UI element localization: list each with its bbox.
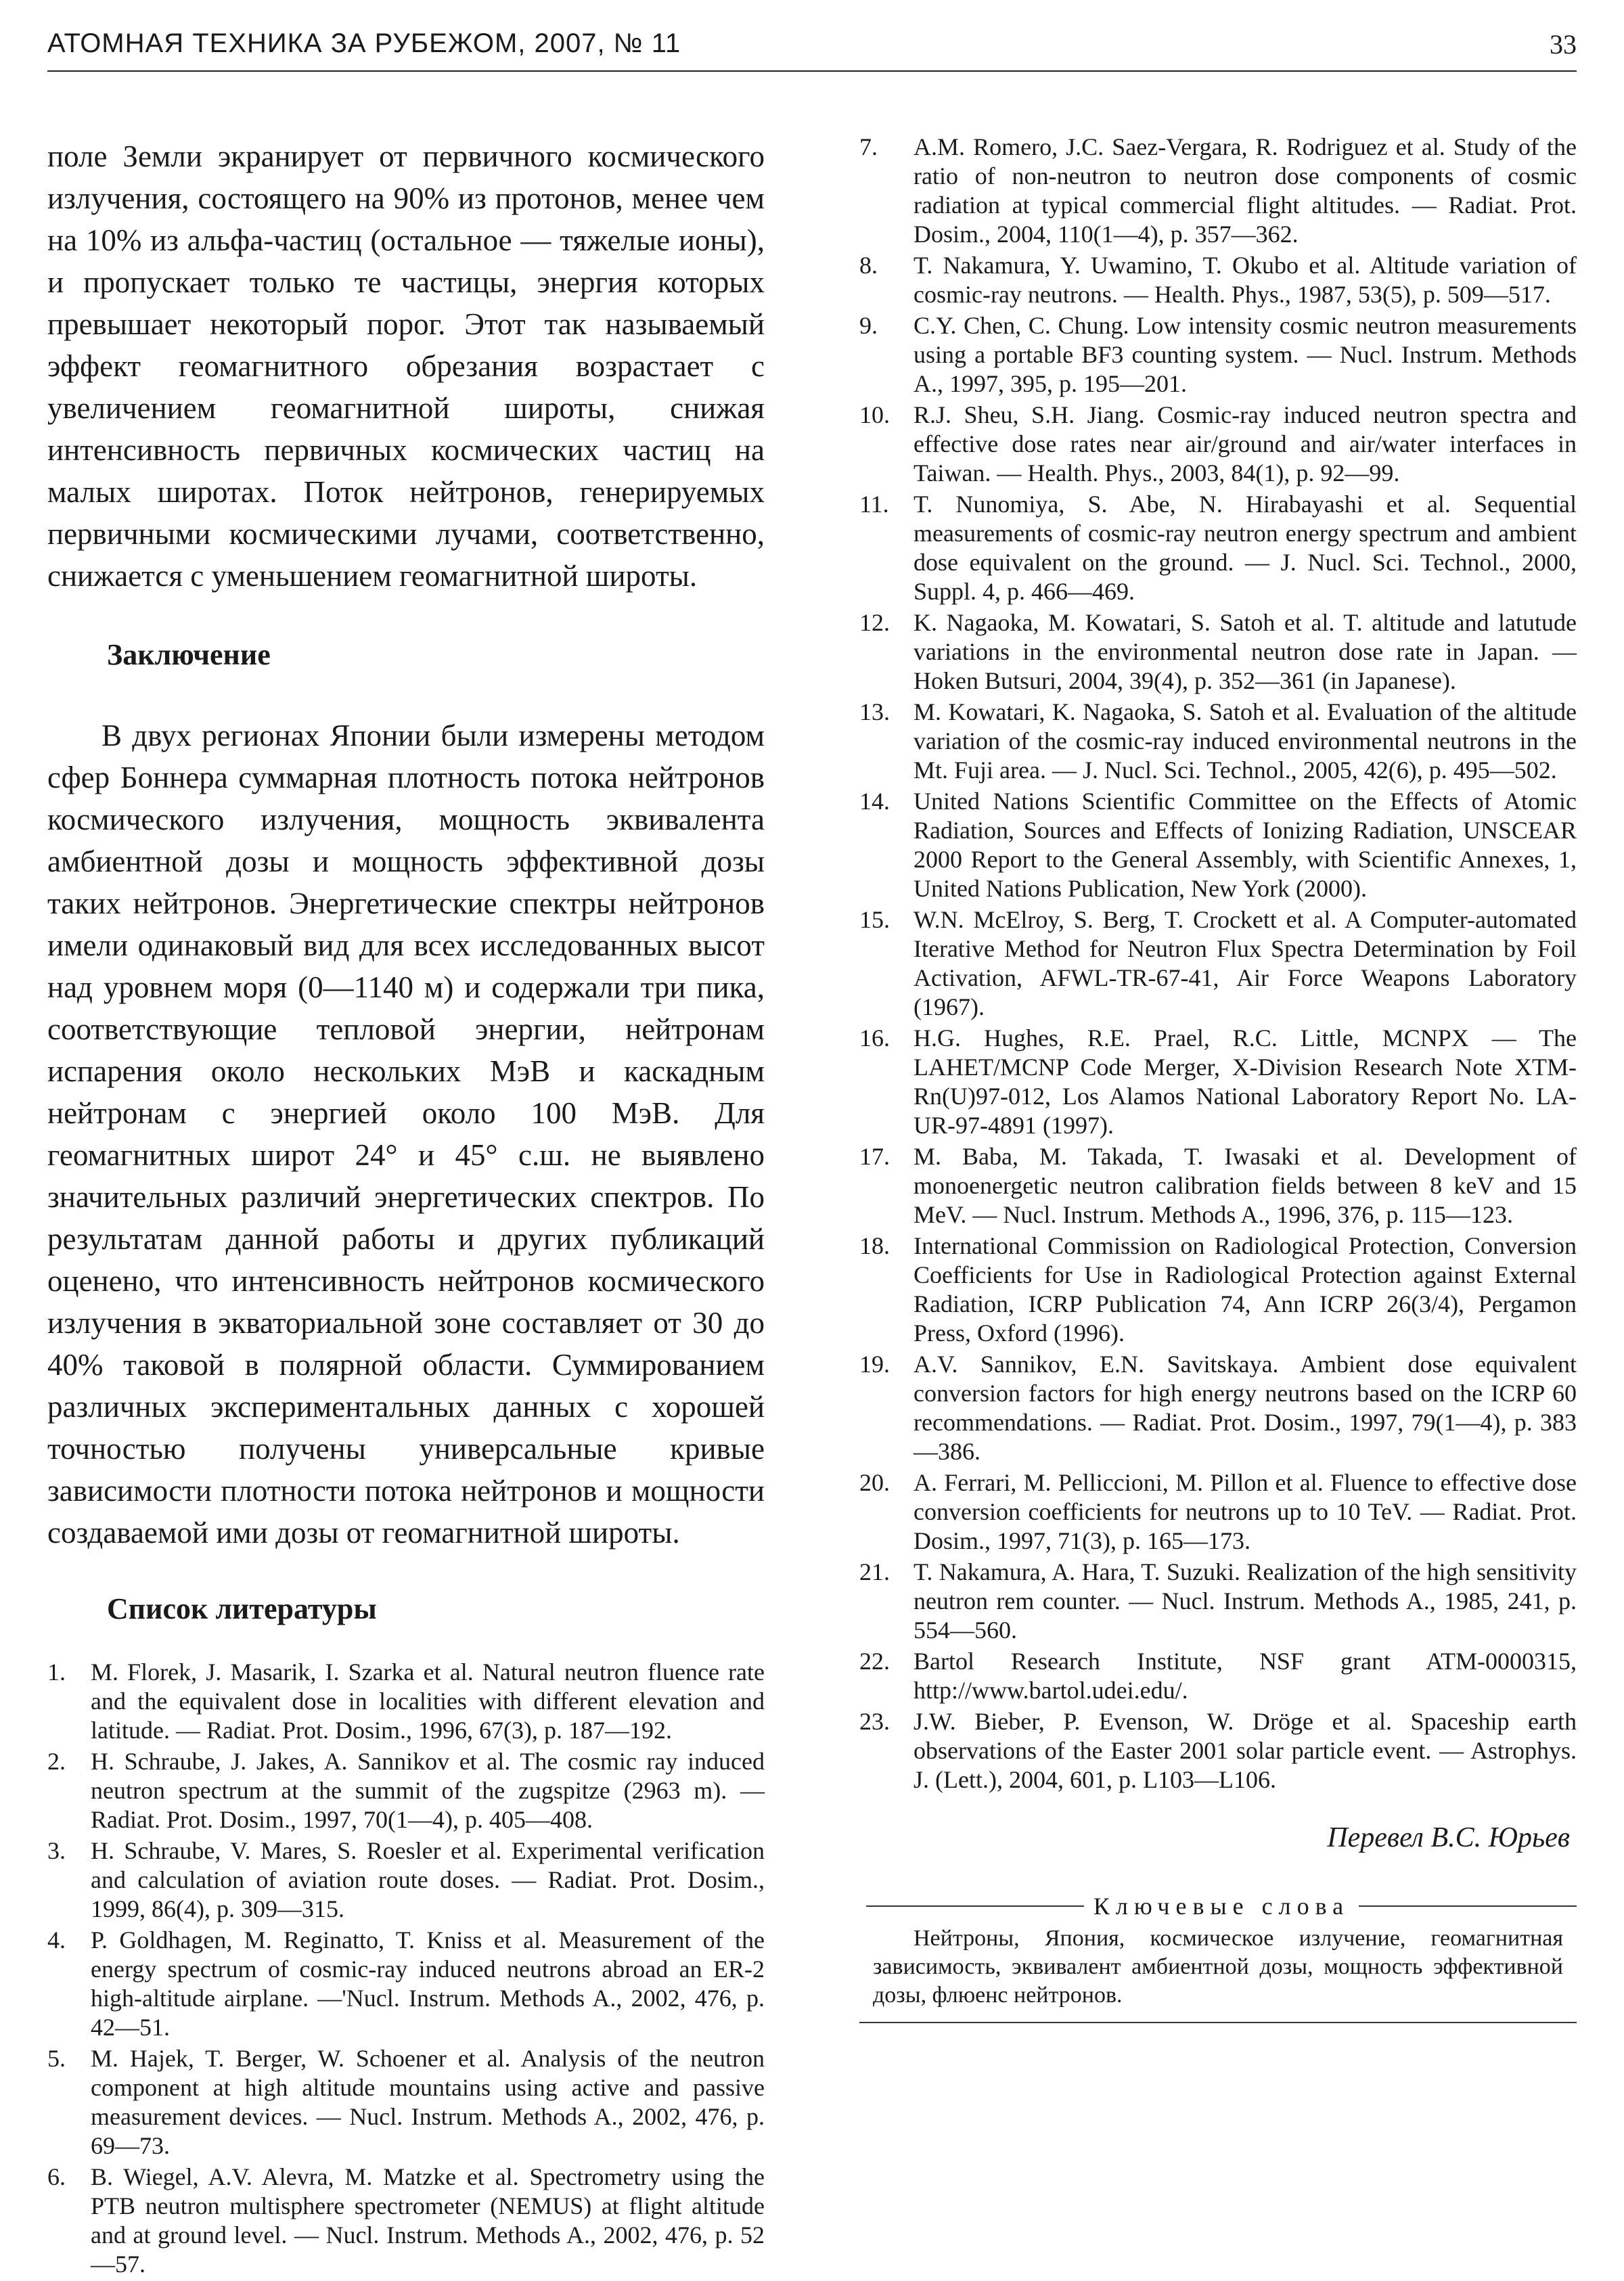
reference-number: 17. <box>859 1143 890 1170</box>
reference-number: 1. <box>47 1658 66 1686</box>
reference-item <box>859 1142 1577 1229</box>
reference-item <box>47 2163 765 2279</box>
reference-item <box>859 1024 1577 1140</box>
journal-title: АТОМНАЯ ТЕХНИКА ЗА РУБЕЖОМ, 2007, № 11 <box>47 28 681 58</box>
keywords-title-row <box>859 1892 1577 1920</box>
reference-text: T. Nakamura, A. Hara, T. Suzuki. Realization of the high sensitivity neutron rem counter. — Nucl. Instrum. Methods A., 1985, 241, p. 554—560. <box>914 1558 1577 1644</box>
reference-item <box>859 608 1577 696</box>
reference-item <box>859 401 1577 488</box>
reference-number: 4. <box>47 1926 66 1953</box>
keywords-title: Ключевые слова <box>1093 1893 1350 1920</box>
reference-text: M. Kowatari, K. Nagaoka, S. Satoh et al. Evaluation of the altitude variation of the cosmic-ray induced environmental neutrons in the Mt. Fuji area. — J. Nucl. Sci. Technol., 2005, 42(6), p. 495—502. <box>914 698 1577 784</box>
reference-item <box>859 1707 1577 1794</box>
conclusion-paragraph: В двух регионах Японии были измерены методом сфер Боннера суммарная плотность потока нейтронов космического излучения, мощность эквивалента амбиентной дозы и мощность эффективной дозы таких нейтронов. Энергетические спектры нейтронов имели одинаковый вид для всех исследованных высот над уровнем моря (0—1140 м) и содержали три пика, соответствующие тепловой энергии, нейтронам испарения около нескольких МэВ и каскадным нейтронам с энергией около 100 МэВ. Для геомагнитных широт 24° и 45° с.ш. не выявлено значительных различий энергетических спектров. По результатам данной работы и других публикаций оценено, что интенсивность нейтронов космического излучения в экваториальной зоне составляет от 30 до 40% таковой в полярной области. Суммированием различных экспериментальных данных с хорошей точностью получены универсальные кривые зависимости плотности потока нейтронов и мощности создаваемой ими дозы от геомагнитной широты. <box>47 719 765 1550</box>
reference-item <box>47 1747 765 1834</box>
left-column <box>47 135 765 2281</box>
reference-item <box>859 1232 1577 1348</box>
reference-number: 3. <box>47 1837 66 1864</box>
reference-number: 12. <box>859 609 890 636</box>
reference-item <box>859 1468 1577 1556</box>
page-header <box>47 28 1577 69</box>
reference-number: 16. <box>859 1024 890 1052</box>
keywords-rule-left <box>866 1905 1084 1907</box>
header-divider <box>47 70 1577 72</box>
reference-item <box>859 1350 1577 1466</box>
reference-text: R.J. Sheu, S.H. Jiang. Cosmic-ray induced neutron spectra and effective dose rates near air/ground and air/water interfaces in Taiwan. — Health. Phys., 2003, 84(1), p. 92—99. <box>914 401 1577 487</box>
reference-item <box>47 1658 765 1745</box>
reference-item <box>859 1558 1577 1645</box>
reference-number: 14. <box>859 788 890 815</box>
reference-number: 6. <box>47 2163 66 2190</box>
conclusion-heading: Заключение <box>107 638 271 671</box>
right-column <box>859 133 1577 2023</box>
reference-number: 7. <box>859 133 878 160</box>
reference-number: 11. <box>859 491 889 518</box>
reference-text: M. Baba, M. Takada, T. Iwasaki et al. Development of monoenergetic neutron calibration fields between 8 keV and 15 MeV. — Nucl. Instrum. Methods A., 1996, 376, p. 115—123. <box>914 1143 1577 1228</box>
translator-credit: Перевел В.С. Юрьев <box>1327 1822 1570 1853</box>
reference-item <box>47 2044 765 2161</box>
reference-number: 22. <box>859 1648 890 1675</box>
reference-item <box>47 1836 765 1924</box>
reference-item <box>859 311 1577 399</box>
reference-text: United Nations Scientific Committee on the Effects of Atomic Radiation, Sources and Effects of Ionizing Radiation, UNSCEAR 2000 Report to the General Assembly, with Scientific Annexes, 1, United Nations Publication, New York (2000). <box>914 788 1577 902</box>
reference-item <box>859 1647 1577 1705</box>
reference-text: T. Nunomiya, S. Abe, N. Hirabayashi et al. Sequential measurements of cosmic-ray neutron energy spectrum and ambient dose equivalent on the ground. — J. Nucl. Sci. Technol., 2000, Suppl. 4, p. 466—469. <box>914 491 1577 605</box>
keywords-text: Нейтроны, Япония, космическое излучение, геомагнитная зависимость, эквивалент амбиентной дозы, мощность эффективной дозы, флюенс нейтронов. <box>873 1926 1563 2008</box>
reference-text: T. Nakamura, Y. Uwamino, T. Okubo et al. Altitude variation of cosmic-ray neutrons. — Health. Phys., 1987, 53(5), p. 509—517. <box>914 252 1577 308</box>
reference-item <box>859 133 1577 249</box>
reference-number: 10. <box>859 401 890 428</box>
reference-text: Bartol Research Institute, NSF grant ATM-0000315, http://www.bartol.udei.edu/. <box>914 1648 1577 1704</box>
reference-text: A.M. Romero, J.C. Saez-Vergara, R. Rodriguez et al. Study of the ratio of non-neutron to neutron dose components of cosmic radiation at typical commercial flight altitudes. — Radiat. Prot. Dosim., 2004, 110(1—4), p. 357—362. <box>914 133 1577 248</box>
reference-item <box>859 787 1577 903</box>
reference-number: 9. <box>859 312 878 339</box>
keywords-rule-right <box>1359 1905 1577 1907</box>
reference-number: 23. <box>859 1708 890 1735</box>
reference-text: P. Goldhagen, M. Reginatto, T. Kniss et al. Measurement of the energy spectrum of cosmic-ray induced neutrons abroad an ER-2 high-altitude airplane. —'Nucl. Instrum. Methods A., 2002, 476, p. 42—51. <box>91 1926 765 2041</box>
reference-text: W.N. McElroy, S. Berg, T. Crockett et al. A Computer-automated Iterative Method for Neutron Flux Spectra Determination by Foil Activation, AFWL-TR-67-41, Air Force Weapons Laboratory (1967). <box>914 906 1577 1020</box>
references-heading: Список литературы <box>107 1592 377 1625</box>
reference-text: H. Schraube, J. Jakes, A. Sannikov et al. The cosmic ray induced neutron spectrum at the summit of the zugspitze (2963 m). — Radiat. Prot. Dosim., 1997, 70(1—4), p. 405—408. <box>91 1748 765 1833</box>
reference-text: H. Schraube, V. Mares, S. Roesler et al. Experimental verification and calculation of aviation route doses. — Radiat. Prot. Dosim., 1999, 86(4), p. 309—315. <box>91 1837 765 1922</box>
intro-paragraph: поле Земли экранирует от первичного космического излучения, состоящего на 90% из протонов, менее чем на 10% из альфа-частиц (остальное — тяжелые ионы), и пропускает только те частицы, энергия которых превышает некоторый порог. Этот так называемый эффект геомагнитного обрезания возрастает с увеличением геомагнитной широты, снижая интенсивность первичных космических частиц на малых широтах. Поток нейтронов, генерируемых первичными космическими лучами, соответственно, снижается с уменьшением геомагнитной широты. <box>47 139 765 593</box>
reference-item <box>859 251 1577 309</box>
reference-text: J.W. Bieber, P. Evenson, W. Dröge et al. Spaceship earth observations of the Easter 2001 solar particle event. — Astrophys. J. (Lett.), 2004, 601, p. L103—L106. <box>914 1708 1577 1793</box>
reference-item <box>47 1926 765 2042</box>
keywords-bottom-rule <box>859 2022 1577 2023</box>
reference-number: 18. <box>859 1232 890 1259</box>
reference-item <box>859 490 1577 606</box>
reference-number: 20. <box>859 1469 890 1496</box>
reference-item <box>859 698 1577 785</box>
reference-number: 8. <box>859 252 878 279</box>
reference-number: 2. <box>47 1748 66 1775</box>
reference-number: 15. <box>859 906 890 933</box>
reference-number: 19. <box>859 1351 890 1378</box>
page-number: 33 <box>1550 29 1577 60</box>
reference-text: B. Wiegel, A.V. Alevra, M. Matzke et al. Spectrometry using the PTB neutron multisphere spectrometer (NEMUS) at flight altitude and at ground level. — Nucl. Instrum. Methods A., 2002, 476, p. 52—57. <box>91 2163 765 2278</box>
reference-list-right <box>859 133 1577 1794</box>
reference-text: M. Florek, J. Masarik, I. Szarka et al. Natural neutron fluence rate and the equivalent dose in localities with different elevation and latitude. — Radiat. Prot. Dosim., 1996, 67(3), p. 187—192. <box>91 1658 765 1744</box>
reference-list-left <box>47 1658 765 2279</box>
reference-text: A. Ferrari, M. Pelliccioni, M. Pillon et al. Fluence to effective dose conversion coefficients for neutrons up to 10 TeV. — Radiat. Prot. Dosim., 1997, 71(3), p. 165—173. <box>914 1469 1577 1554</box>
reference-number: 5. <box>47 2045 66 2072</box>
reference-text: C.Y. Chen, C. Chung. Low intensity cosmic neutron measurements using a portable BF3 counting system. — Nucl. Instrum. Methods A., 1997, 395, p. 195—201. <box>914 312 1577 397</box>
reference-text: International Commission on Radiological Protection, Conversion Coefficients for Use in Radiological Protection against External Radiation, ICRP Publication 74, Ann ICRP 26(3/4), Pergamon Press, Oxford (1996). <box>914 1232 1577 1347</box>
keywords-box <box>859 1892 1577 2023</box>
reference-text: K. Nagaoka, M. Kowatari, S. Satoh et al. T. altitude and latutude variations in the environmental neutron dose rate in Japan. — Hoken Butsuri, 2004, 39(4), p. 352—361 (in Japanese). <box>914 609 1577 694</box>
reference-text: A.V. Sannikov, E.N. Savitskaya. Ambient dose equivalent conversion factors for high energy neutrons based on the ICRP 60 recommendations. — Radiat. Prot. Dosim., 1997, 79(1—4), p. 383—386. <box>914 1351 1577 1465</box>
reference-number: 13. <box>859 698 890 725</box>
reference-item <box>859 905 1577 1022</box>
reference-number: 21. <box>859 1558 890 1585</box>
reference-text: H.G. Hughes, R.E. Prael, R.C. Little, MCNPX — The LAHET/MCNP Code Merger, X-Division Research Note XTM-Rn(U)97-012, Los Alamos National Laboratory Report No. LA-UR-97-4891 (1997). <box>914 1024 1577 1139</box>
reference-text: M. Hajek, T. Berger, W. Schoener et al. Analysis of the neutron component at high altitude mountains using active and passive measurement devices. — Nucl. Instrum. Methods A., 2002, 476, p. 69—73. <box>91 2045 765 2159</box>
